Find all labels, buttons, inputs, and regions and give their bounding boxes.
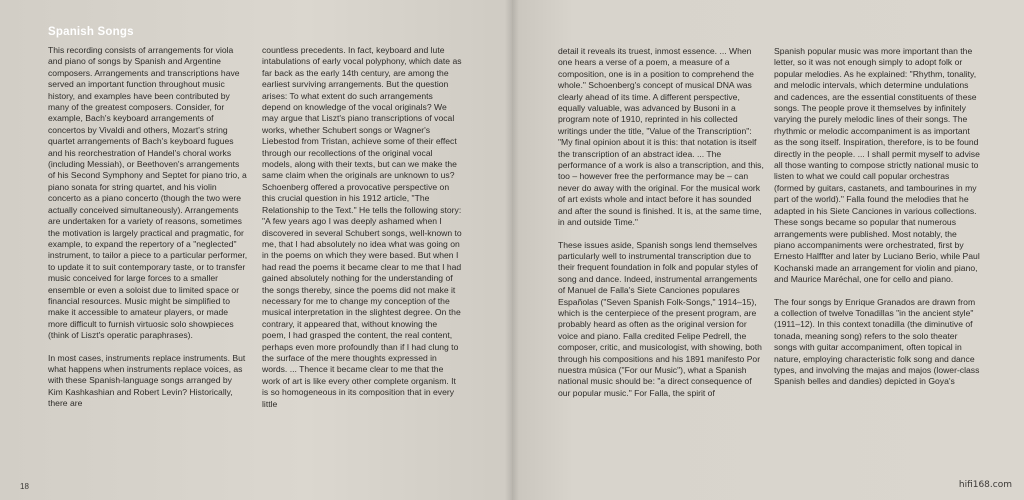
paragraph: Spanish popular music was more important than the letter, so it was not enough simply to adopt folk or popular melodies. As he explained: "Rhythm, tonality, and melodic intervals, which determine undulations and cadences, are the essential constituents of these songs. The people prove it themselves by infinitely varying the purely melodic lines of their songs. The rhythmic or melodic accompaniment is as important as the song itself. Inspiration, therefore, is to be found directly in the people. ... I shall permit myself to advise all those wanting to compose strictly national music to listen to what we could call popular orchestras (formed by guitars, castanets, and tambourines in my part of the world)." Falla found the melodies that he adapted in his Siete Canciones in various collections. These songs became so popular that numerous arrangements were published. Most notably, the piano accompaniments were orchestrated, first by Ernesto Halffter and later by Luciano Berio, while Paul Kochanski made an arrangement for violin and piano, and Maurice Maréchal, one for cello and piano. — [774, 46, 980, 285]
paragraph: These issues aside, Spanish songs lend themselves particularly well to instrumental transcription due to their frequent foundation in folk and popular styles of song and dance. Indeed, instrumental arrangements of Manuel de Falla's Siete Canciones populares Españolas ("Seven Spanish Folk-Songs," 1914–15), which is the centerpiece of the present program, are probably heard as often as the original version for voice and piano. Falla credited Felipe Pedrell, the composer, critic, and musicologist, with showing, both through his compositions and his 1891 manifesto Por nuestra música ("For our Music"), what a Spanish national music should be: "a direct consequence of our popular music." For Falla, the spirit of — [558, 239, 762, 398]
watermark: hifi168.com — [958, 480, 1012, 490]
text-column-2 — [262, 45, 462, 421]
paragraph: countless precedents. In fact, keyboard and lute intabulations of early vocal polyphony, which date as far back as the early 14th century, are among the earliest surviving arrangements. But the question arises: To what extent do such arrangements depend on knowledge of the vocal originals? We may argue that Liszt's piano transcriptions of vocal works, whether Schubert songs or Wagner's Liebestod from Tristan, achieve some of their effect through our recollections of the original vocal models, along with their texts, but can we make the same claim when the originals are unknown to us? Schoenberg offered a provocative perspective on this crucial question in his 1912 article, "The Relationship to the Text." He tells the following story: "A few years ago I was deeply ashamed when I discovered in several Schubert songs, well-known to me, that I had absolutely no idea what was going on in the poems on which they were based. But when I had read the poems it became clear to me that I had gained absolutely nothing for the understanding of the songs thereby, since the poems did not make it necessary for me to change my conception of the musical interpretation in the slightest degree. On the contrary, it appeared that, without knowing the poem, I had grasped the content, the real content, perhaps even more profoundly than if I had clung to the surface of the mere thoughts expressed in words. ... Thence it became clear to me that the work of art is like every other complete organism. It is so homogeneous in its composition that in every little — [262, 45, 462, 409]
right-page — [512, 0, 1024, 500]
section-heading: Spanish Songs — [48, 26, 134, 38]
paragraph: This recording consists of arrangements for viola and piano of songs by Spanish and Argentine composers. Arrangements and transcriptions have served an important function throughout music history, and examples have been contributed by many of the greatest composers. Consider, for example, Bach's keyboard arrangements of concertos by Vivaldi and others, Mozart's string quartet arrangements of Bach's keyboard fugues and his reorchestration of Handel's choral works (including Messiah), or Beethoven's arrangements of his Second Symphony and Septet for piano trio, a piano sonata for string quartet, and his violin concerto as a piano concerto (though the two were actually conceived simultaneously). Arrangements are undertaken for a variety of reasons, sometimes the motivation is largely practical and pragmatic, for example, to expand the repertory of a "neglected" instrument, to tailor a piece to a particular performer, to update it to suit contemporary taste, or to transfer music conceived for large forces to a smaller ensemble or even a soloist due to limited space or financial resources. Music might be simplified to make it accessible to amateur players, or made more difficult to furnish virtuosic solo showpieces (think of Liszt's operatic paraphrases). — [48, 45, 248, 341]
paragraph: The four songs by Enrique Granados are drawn from a collection of twelve Tonadillas "in the ancient style" (1911–12). In this context tonadilla (the diminutive of tonada, meaning song) refers to the solo theater songs with guitar accompaniment, often topical in nature, employing characteristic folk song and dance types, and involving the majas and majos (lower-class Spanish belles and dandies) depicted in Goya's — [774, 296, 980, 387]
page-number: 18 — [20, 482, 29, 491]
book-gutter — [505, 0, 519, 500]
paragraph: detail it reveals its truest, inmost essence. ... When one hears a verse of a poem, a measure of a composition, one is in a position to comprehend the whole." Schoenberg's concept of musical DNA was clearly ahead of its time. A different perspective, equally valuable, was advanced by Busoni in a program note of 1910, reprinted in his collected writings under the title, "Value of the Transcription": "My final opinion about it is this: that notation is itself the transcription of an abstract idea. ... The performance of a work is also a transcription, and this, too – however free the performance may be – can never do away with the original. For the musical work of art exists whole and intact before it has sounded and after the sound is finished. It is, at the same time, in and outside Time." — [558, 46, 764, 228]
text-column-3 — [558, 46, 766, 410]
text-column-1 — [48, 45, 248, 421]
text-column-4 — [774, 46, 980, 399]
paragraph: In most cases, instruments replace instruments. But what happens when instruments replace voices, as with these Spanish-language songs arranged by Kim Kashkashian and Robert Levin? Historically, there are — [48, 352, 246, 409]
